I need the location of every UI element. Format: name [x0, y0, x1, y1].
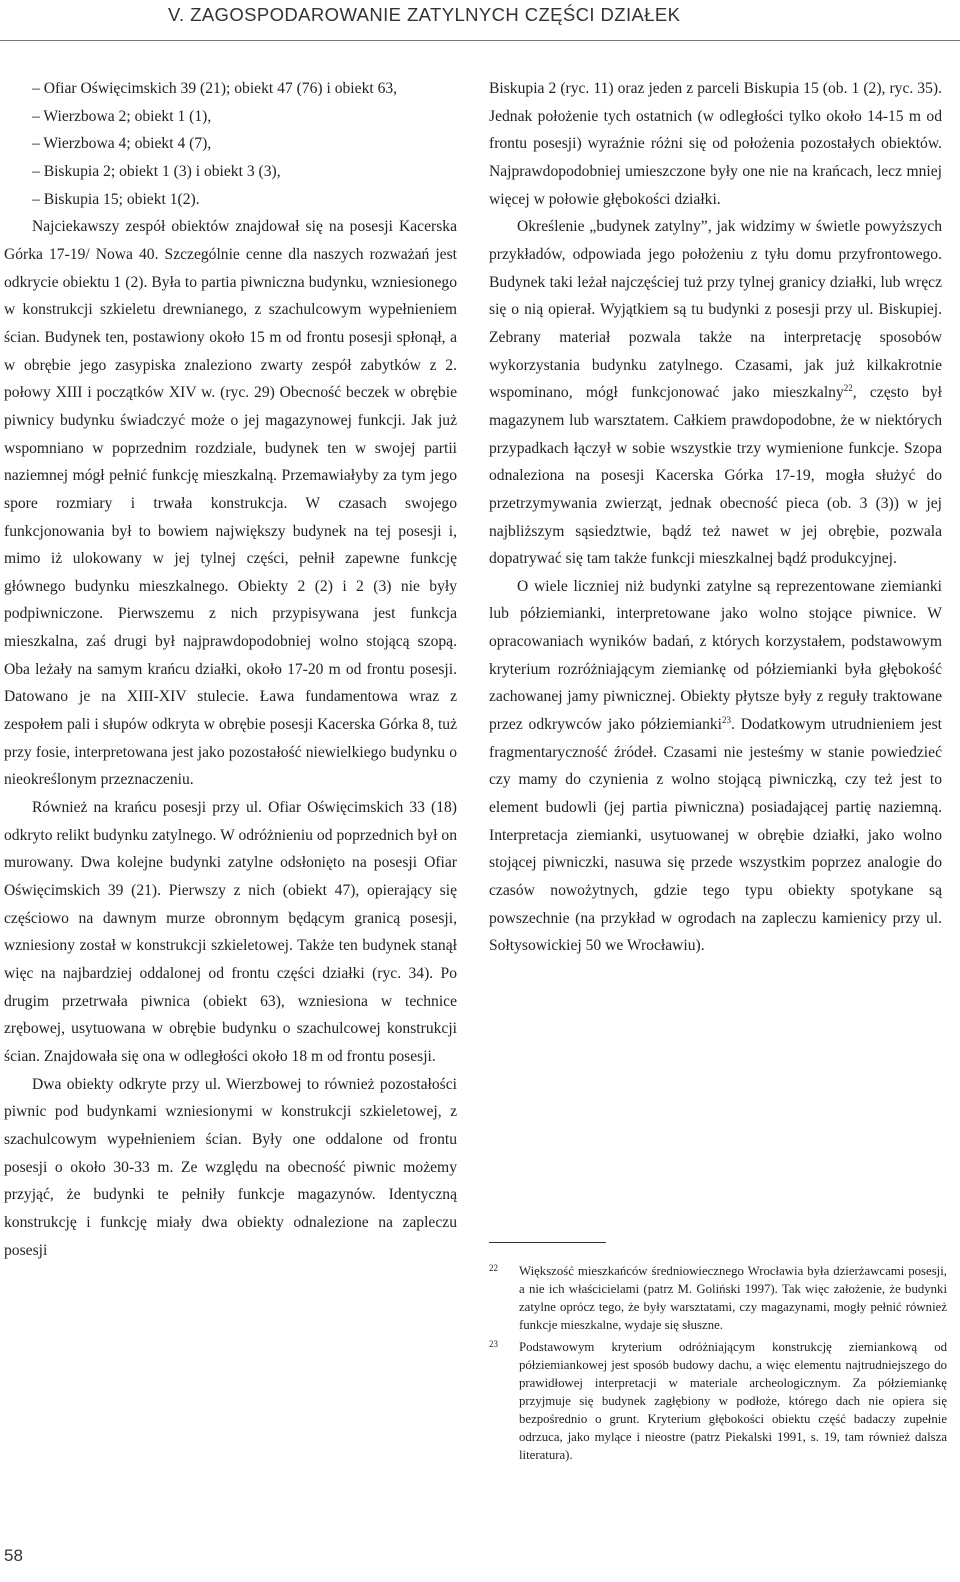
paragraph	[489, 573, 942, 960]
list-item: – Biskupia 2; obiekt 1 (3) i obiekt 3 (3),	[32, 162, 281, 180]
text-run: . Dodatkowym utrudnieniem jest fragmentaryczność źródeł. Czasami nie jesteśmy w stanie powiedzieć czy mamy do czynienia z wolno stojącą piwniczką, czy też jest to element budowli (jej partia piwniczna) posiadającej partię naziemną. Interpretacja ziemianki, usytuowanej w obrębie działki, jako wolno stojącej piwniczki, nasuwa się przede wszystkim poprzez analogie do czasów nowożytnych, gdzie tego typu obiekty spotykane są powszechnie (na przykład w ogrodach na zapleczu kamienicy przy ul. Sołtysowickiej 50 we Wrocławiu).	[489, 716, 942, 955]
list-item: – Wierzbowa 2; obiekt 1 (1),	[32, 107, 212, 125]
footnote-text: Podstawowym kryterium odróżniającym konstrukcję ziemiankową od półziemiankowej jest sposób budowy dachu, a więc elementu najtrudniejszego do prawidłowej interpretacji w materiale archeologicznym. Za półziemiankę przyjmuje się budynek zagłębiony w podłoże, którego dach nie opiera się bezpośrednio o grunt. Kryterium głębokości obiektu część badaczy zupełnie odrzuca, jako mylące i nieostre (patrz Piekalski 1991, s. 19, tam również dalsza literatura).	[519, 1340, 947, 1462]
footnote-ref[interactable]: 22	[843, 383, 853, 394]
running-header: V. ZAGOSPODAROWANIE ZATYLNYCH CZĘŚCI DZIAŁEK	[168, 4, 681, 25]
footnote	[489, 1338, 947, 1464]
footnote-number: 23	[489, 1339, 498, 1349]
text-run: O wiele liczniej niż budynki zatylne są reprezentowane ziemianki lub półziemianki, interpretowane jako wolno stojące piwnice. W opracowaniach wyników badań, z których korzystałem, podstawowym kryterium rozróżniającym ziemiankę od półziemianki była głębokość zachowanej jamy piwnicznej. Obiekty płytsze były z reguły traktowane przez odkrywców jako półziemianki	[489, 577, 942, 734]
right-column	[489, 75, 942, 960]
header-rule	[0, 40, 960, 41]
footnote-separator	[489, 1242, 606, 1243]
paragraph: Biskupia 2 (ryc. 11) oraz jeden z parceli Biskupia 15 (ob. 1 (2), ryc. 35). Jednak położenie tych ostatnich (w odległości tylko około 14-15 m od frontu posesji) wyraźnie różni się od położenia pozostałych obiektów. Najprawdopodobniej umieszczone były one nie na krańcach, lecz mniej więcej w połowie głębokości działki.	[489, 80, 942, 208]
paragraph: Również na krańcu posesji przy ul. Ofiar Oświęcimskich 33 (18) odkryto relikt budynku zatylnego. W odróżnieniu od poprzednich był on murowany. Dwa kolejne budynki zatylne odsłonięto na posesji Ofiar Oświęcimskich 39 (21). Pierwszy z nich (obiekt 47), opierający się częściowo na dawnym murze obronnym będącym granicą posesji, wzniesiony został w konstrukcji szkieletowej. Także ten budynek stanął więc na najbardziej oddalonej od frontu części działki (ryc. 34). Po drugim przetrwała piwnica (obiekt 63), wzniesiona w technice zrębowej, usytuowana w obrębie budynku o szachulcowej konstrukcji ścian. Znajdowała się ona w odległości około 18 m od frontu posesji.	[4, 799, 457, 1065]
footnote-text: Większość mieszkańców średniowiecznego Wrocławia była dzierżawcami posesji, a nie ich właścicielami (patrz M. Goliński 1997). Tak więc założenie, że budynki zatylne oprócz tego, że były warsztatami, czy magazynami, mogły pełnić również funkcje mieszkalne, wydaje się słuszne.	[519, 1264, 947, 1332]
paragraph: Dwa obiekty odkryte przy ul. Wierzbowej to również pozostałości piwnic pod budynkami wzniesionymi w konstrukcji szkieletowej, z szachulcowym wypełnieniem ścian. Były one oddalone od frontu posesji o około 30-33 m. Ze względu na obecność piwnic możemy przyjąć, że budynki te pełniły funkcje magazynów. Identyczną konstrukcję i funkcję miały dwa obiekty odnalezione na zapleczu posesji	[4, 1075, 457, 1259]
list-item: – Ofiar Oświęcimskich 39 (21); obiekt 47 (76) i obiekt 63,	[32, 80, 398, 97]
list-item: – Biskupia 15; obiekt 1(2).	[32, 190, 200, 208]
footnote-ref[interactable]: 23	[722, 714, 732, 725]
page-number: 58	[4, 1546, 23, 1565]
paragraph: Najciekawszy zespół obiektów znajdował się na posesji Kacerska Górka 17-19/ Nowa 40. Szczególnie cenne dla naszych rozważań jest odkrycie obiektu 1 (2). Była to partia piwniczna budynku, wzniesionego w konstrukcji szkieletu drewnianego, z szachulcowym wypełnieniem ścian. Budynek ten, postawiony około 15 m od frontu posesji spłonął, a w obrębie jego zasypiska znaleziono zwarty zespół zabytków z 2. połowy XIII i początków XIV w. (ryc. 29) Obecność beczek w obrębie piwnicy budynku świadczyć może o jej magazynowej funkcji. Jak już wspomniano w poprzednim rozdziale, budynek ten w swojej partii naziemnej mógł pełnić funkcję mieszkalną. Przemawiałyby za tym jego spore rozmiary i trwała konstrukcja. W czasach swojego funkcjonowania był to bowiem największy budynek na tej posesji i, mimo iż ulokowany w jej tylnej części, pełnił zapewne funkcję głównego budynku mieszkalnego. Obiekty 2 (2) i 2 (3) nie były podpiwniczone. Pierwszemu z nich przypisywana jest funkcja mieszkalna, zaś drugi był najprawdopodobniej wolno stojącą szopą. Oba leżały na samym krańcu działki, około 17-20 m od frontu posesji. Datowano je na XIII-XIV stulecie. Ława fundamentowa wraz z zespołem pali i słupów odkryta w obrębie posesji Kacerska Górka 8, tuż przy fosie, interpretowana jest jako pozostałość niewielkiego budynku o nieokreślonym przeznaczeniu.	[4, 218, 457, 789]
paragraph	[489, 213, 942, 573]
text-run: Określenie „budynek zatylny”, jak widzimy w świetle powyższych przykładów, odpowiada jego położeniu z tyłu domu przyfrontowego. Budynek taki leżał najczęściej tuż przy tylnej granicy działki, lub wręcz się o nią opierał. Wyjątkiem są tu budynki z posesji przy ul. Biskupiej. Zebrany materiał pozwala także na interpretację sposobów wykorzystania budynku zatylnego. Czasami, jak już kilkakrotnie wspominano, mógł funkcjonować jako mieszkalny	[489, 218, 942, 402]
footnote	[489, 1262, 947, 1334]
list-item: – Wierzbowa 4; obiekt 4 (7),	[32, 135, 212, 153]
footnote-number: 22	[489, 1263, 498, 1273]
left-column	[4, 75, 457, 1264]
text-run: , często był magazynem lub warsztatem. Całkiem prawdopodobne, że w niektórych przypadkach łączył w sobie wszystkie trzy wymienione funkcje. Szopa odnaleziona na posesji Kacerska Górka 17-19, mogła służyć do przetrzymywania zwierząt, jednak obecność pieca (ob. 3 (3)) w jej najbliższym sąsiedztwie, bądź też nawet w jej obrębie, pozwala dopatrywać się tam także funkcji mieszkalnej bądź produkcyjnej.	[489, 384, 942, 568]
footnotes	[489, 1262, 947, 1468]
